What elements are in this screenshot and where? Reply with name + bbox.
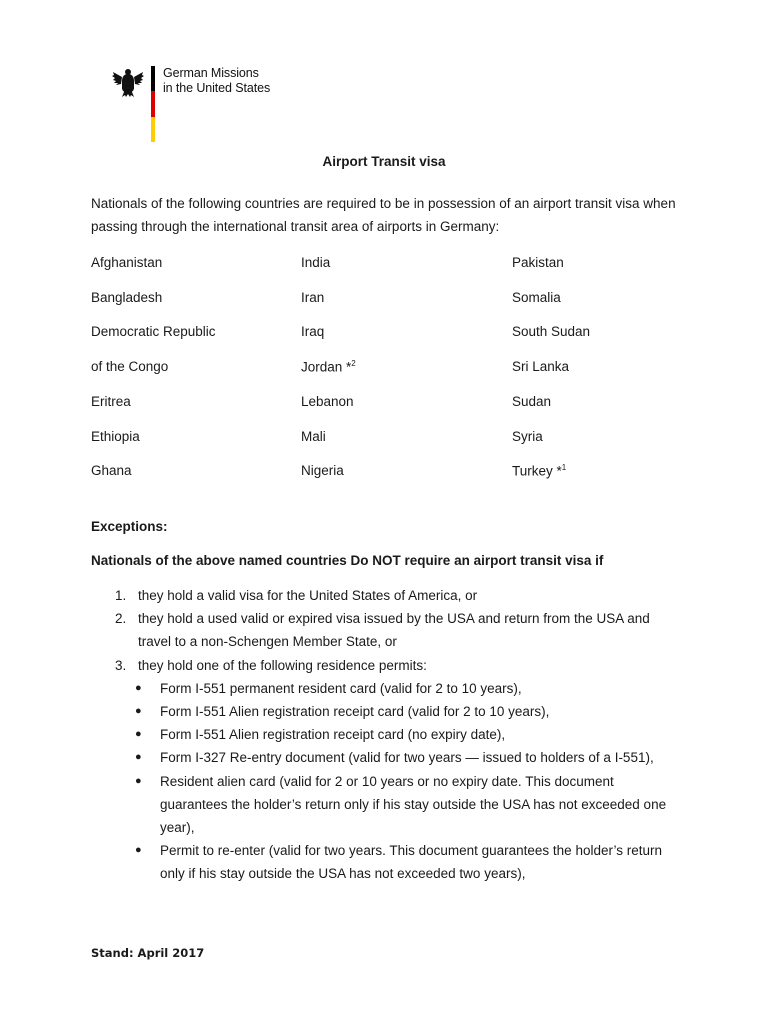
footnote-marker: 1 <box>561 463 567 472</box>
bullet-item <box>91 839 681 885</box>
country-item: Eritrea <box>91 394 131 409</box>
bullet-icon: ● <box>135 681 142 694</box>
bullet-icon: ● <box>135 728 142 741</box>
bullet-text: Form I-551 permanent resident card (valid for 2 to 10 years), <box>160 680 522 696</box>
list-text: they hold a used valid or expired visa issued by the USA and return from the USA and travel to a non-Schengen Member State, or <box>138 611 650 650</box>
list-text: they hold one of the following residence permits: <box>138 657 427 673</box>
country-item: India <box>301 255 331 270</box>
bullet-item <box>91 746 681 769</box>
bullet-text: Form I-551 Alien registration receipt card (no expiry date), <box>160 727 506 743</box>
bullet-text: Permit to re-enter (valid for two years. This document guarantees the holder’s return only if his stay outside the USA has not exceeded two years), <box>160 843 662 882</box>
country-item: Nigeria <box>301 463 344 478</box>
footnote-marker: 2 <box>351 359 356 368</box>
intro-paragraph: Nationals of the following countries are required to be in possession of an airport transit visa when passing through the international transit area of airports in Germany: <box>91 196 676 234</box>
header-logo <box>112 66 352 144</box>
flag-stripe-gold <box>151 117 155 142</box>
country-name: Turkey * <box>512 463 562 479</box>
country-item: Iran <box>301 290 325 305</box>
country-item: Syria <box>512 429 543 444</box>
org-line-2: in the United States <box>163 81 271 95</box>
bullet-text: Form I-327 Re-entry document (valid for two years — issued to holders of a I-551), <box>160 750 654 766</box>
country-item: Democratic Republic <box>91 324 216 339</box>
list-number: 2. <box>115 611 127 627</box>
country-item: Ethiopia <box>91 429 140 444</box>
flag-stripe-black <box>151 66 155 91</box>
list-text: they hold a valid visa for the United States of America, or <box>138 588 478 603</box>
country-item: Sri Lanka <box>512 359 570 374</box>
bullet-item <box>91 700 681 723</box>
page-title: Airport Transit visa <box>322 154 446 169</box>
bullet-text: Form I-551 Alien registration receipt card (valid for 2 to 10 years), <box>160 704 550 720</box>
list-number: 3. <box>115 657 127 673</box>
organization-name <box>163 66 270 96</box>
exceptions-heading: Exceptions: <box>91 519 168 534</box>
bullet-item <box>91 677 681 700</box>
country-item: Bangladesh <box>91 290 163 305</box>
list-item <box>91 584 681 607</box>
bullet-icon: ● <box>135 774 142 787</box>
country-item-jordan <box>301 359 356 375</box>
stand-date: Stand: April 2017 <box>91 946 205 960</box>
list-item <box>91 607 681 653</box>
federal-eagle-icon <box>112 66 144 98</box>
bullet-text: Resident alien card (valid for 2 or 10 years or no expiry date. This document guarantees the holder’s return only if his stay outside the USA has not exceeded one year), <box>160 773 667 836</box>
country-item: Lebanon <box>301 394 354 409</box>
bullet-item <box>91 770 681 840</box>
country-item: Ghana <box>91 463 132 478</box>
bullet-icon: ● <box>135 751 142 764</box>
country-item: Afghanistan <box>91 255 163 270</box>
country-item: Somalia <box>512 290 561 305</box>
list-number: 1. <box>115 588 127 603</box>
country-name: Jordan * <box>301 359 352 375</box>
country-item: of the Congo <box>91 359 169 374</box>
exceptions-list <box>91 584 681 886</box>
list-item <box>91 654 681 677</box>
flag-stripe-red <box>151 91 155 116</box>
country-item-turkey <box>512 463 566 479</box>
bullet-icon: ● <box>135 844 142 857</box>
country-item: Iraq <box>301 324 325 339</box>
bullet-icon: ● <box>135 705 142 718</box>
country-item: Mali <box>301 429 326 444</box>
country-item: South Sudan <box>512 324 591 339</box>
country-item: Pakistan <box>512 255 564 270</box>
org-line-1: German Missions <box>163 66 259 80</box>
exceptions-subheading: Nationals of the above named countries Do NOT require an airport transit visa if <box>91 553 604 568</box>
country-item: Sudan <box>512 394 552 409</box>
flag-bar <box>151 66 155 142</box>
bullet-item <box>91 723 681 746</box>
